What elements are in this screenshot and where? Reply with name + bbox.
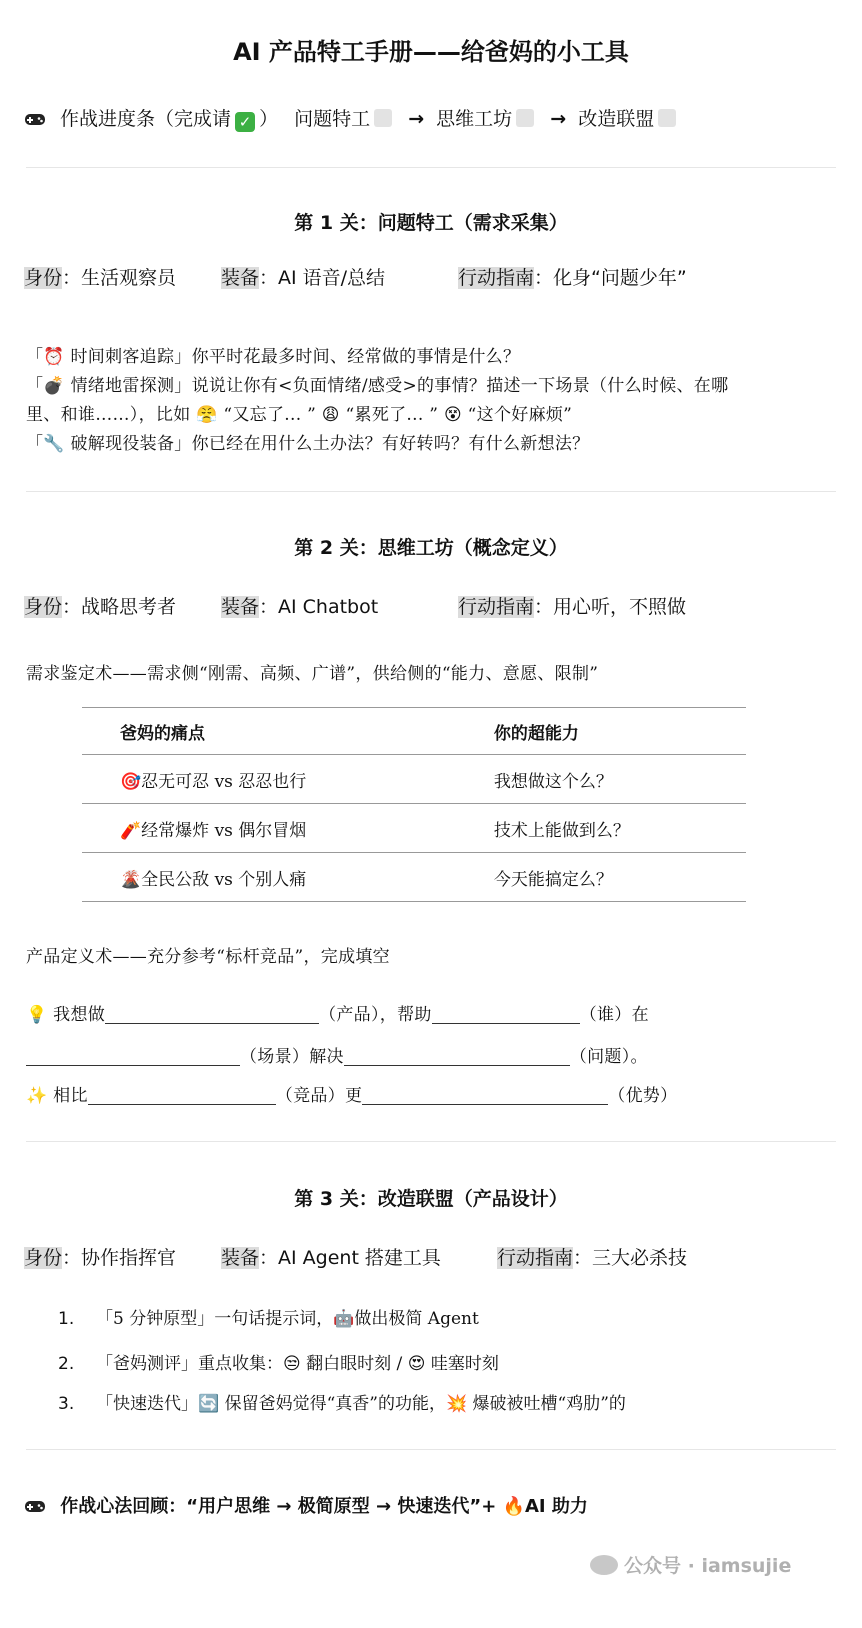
guide-value: ：用心听，不照做: [534, 596, 687, 618]
advantage-blank[interactable]: [362, 1086, 608, 1105]
identity-label: 身份: [24, 596, 63, 618]
arrow-right-icon: →: [276, 1496, 292, 1517]
page-title: AI 产品特工手册——给爸妈的小工具: [233, 38, 629, 66]
arrow-right-icon: →: [408, 108, 425, 130]
divider: [26, 1141, 836, 1142]
firecracker-icon: 🧨: [120, 820, 142, 841]
meta-gear: [221, 263, 385, 290]
table-row: [82, 755, 746, 804]
table-header: 你的超能力: [456, 708, 746, 755]
robot-icon: 🤖: [333, 1309, 355, 1329]
identity-label: 身份: [24, 267, 63, 289]
guide-label: 行动指南: [458, 267, 535, 289]
gear-label: 装备: [221, 596, 260, 618]
question-time: 「⏰ 时间刺客追踪」你平时花最多时间、经常做的事情是什么？: [26, 347, 521, 367]
meta-identity: [24, 1243, 176, 1270]
unamused-face-icon: 😒: [283, 1354, 301, 1374]
wrench-icon: 🔧: [43, 434, 65, 454]
fill-line-3: ✨ 相比 （竞品）更 （优势）: [26, 1086, 678, 1106]
progress-label: 作战进度条（完成请: [60, 108, 232, 130]
meta-gear: [221, 592, 378, 619]
meta-gear: [221, 1243, 441, 1270]
bomb-icon: 💣: [43, 376, 65, 396]
table-row: [82, 853, 746, 902]
table-cell: 我想做这个么？: [456, 755, 746, 804]
define-heading: 产品定义术——充分参考“标杆竞品”，完成填空: [26, 947, 390, 967]
section-title: 第 3 关：改造联盟（产品设计）: [294, 1188, 568, 1210]
product-blank[interactable]: [105, 1005, 319, 1024]
gear-value: ：AI Agent 搭建工具: [259, 1247, 441, 1269]
demand-heading: 需求鉴定术——需求侧“刚需、高频、广谱”，供给侧的“能力、意愿、限制”: [26, 664, 599, 684]
meta-guide: [458, 592, 686, 619]
alarm-clock-icon: ⏰: [43, 347, 65, 367]
step-checkbox[interactable]: [658, 109, 676, 127]
question-tools: 「🔧 破解现役装备」你已经在用什么土办法？有好转吗？有什么新想法？: [26, 434, 590, 454]
meta-guide: [458, 263, 687, 290]
target-icon: 🎯: [120, 771, 142, 792]
step-label: 思维工坊: [436, 108, 513, 130]
arrow-right-icon: →: [550, 108, 567, 130]
pain-power-table: [82, 707, 746, 902]
identity-value: ：战略思考者: [62, 596, 177, 618]
step-checkbox[interactable]: [516, 109, 534, 127]
dizzy-face-icon: 😵: [443, 405, 462, 425]
divider: [26, 167, 836, 168]
gear-value: ：AI 语音/总结: [259, 267, 386, 289]
guide-value: ：化身“问题少年”: [534, 267, 687, 289]
game-controller-icon: [24, 1496, 60, 1517]
step-label: 改造联盟: [578, 108, 655, 130]
table-cell: 🧨经常爆炸 vs 偶尔冒烟: [82, 804, 456, 853]
weary-face-icon: 😩: [321, 405, 340, 425]
watermark: 公众号 · iamsujie: [590, 1551, 791, 1578]
guide-value: ：三大必杀技: [573, 1247, 688, 1269]
list-item: 2. 「爸妈测评」重点收集：😒 翻白眼时刻 / 😍 哇塞时刻: [58, 1354, 499, 1374]
angry-face-icon: 😤: [196, 405, 218, 425]
gear-label: 装备: [221, 1247, 260, 1269]
collision-icon: 💥: [445, 1394, 468, 1414]
progress-close: ）: [259, 108, 279, 130]
table-cell: 技术上能做到么？: [456, 804, 746, 853]
heart-eyes-icon: 😍: [407, 1354, 426, 1374]
section-title: 第 1 关：问题特工（需求采集）: [294, 212, 568, 234]
step-label: 问题特工: [294, 108, 371, 130]
check-icon: ✓: [235, 112, 255, 132]
question-emotion-cont: 里、和谁……），比如 😤 “又忘了... ” 😩 “累死了... ” 😵 “这个好麻烦”: [26, 405, 573, 425]
table-header-row: [82, 708, 746, 755]
arrow-right-icon: →: [376, 1496, 392, 1517]
table-cell: 今天能搞定么？: [456, 853, 746, 902]
meta-guide: [497, 1243, 687, 1270]
who-blank[interactable]: [432, 1005, 580, 1024]
scene-blank[interactable]: [26, 1047, 240, 1066]
volcano-icon: 🌋: [120, 869, 142, 890]
identity-value: ：生活观察员: [62, 267, 177, 289]
table-cell: 🎯忍无可忍 vs 忍忍也行: [82, 755, 456, 804]
list-item: 3. 「快速迭代」🔄 保留爸妈觉得“真香”的功能，💥 爆破被吐槽“鸡肋”的: [58, 1394, 626, 1414]
guide-label: 行动指南: [497, 1247, 574, 1269]
fill-line-1: 💡 我想做 （产品），帮助 （谁）在: [26, 1005, 649, 1025]
meta-identity: [24, 592, 176, 619]
fill-line-2: （场景）解决 （问题）。: [26, 1042, 648, 1067]
identity-label: 身份: [24, 1247, 63, 1269]
guide-label: 行动指南: [458, 596, 535, 618]
fire-icon: 🔥: [502, 1496, 525, 1517]
table-row: [82, 804, 746, 853]
game-controller-icon: [24, 108, 60, 130]
table-header: 爸妈的痛点: [82, 708, 456, 755]
refresh-icon: 🔄: [198, 1394, 220, 1414]
list-item: 1. 「5 分钟原型」一句话提示词，🤖做出极简 Agent: [58, 1309, 479, 1329]
lightbulb-icon: 💡: [26, 1005, 48, 1025]
step-checkbox[interactable]: [374, 109, 392, 127]
divider: [26, 491, 836, 492]
gear-value: ：AI Chatbot: [259, 596, 379, 618]
section-title: 第 2 关：思维工坊（概念定义）: [294, 537, 568, 559]
meta-identity: [24, 263, 176, 290]
gear-label: 装备: [221, 267, 260, 289]
footer-summary: 作战心法回顾：“用户思维 → 极简原型 → 快速迭代”+ 🔥AI 助力: [24, 1492, 588, 1518]
wechat-icon: [590, 1555, 618, 1575]
sparkles-icon: ✨: [26, 1086, 48, 1106]
progress-bar: [24, 104, 680, 132]
question-emotion: 「💣 情绪地雷探测」说说让你有<负面情绪/感受>的事情？描述一下场景（什么时候、在哪: [26, 376, 729, 396]
divider: [26, 1449, 836, 1450]
identity-value: ：协作指挥官: [62, 1247, 177, 1269]
table-cell: 🌋全民公敌 vs 个别人痛: [82, 853, 456, 902]
problem-blank[interactable]: [344, 1047, 570, 1066]
competitor-blank[interactable]: [88, 1086, 276, 1105]
